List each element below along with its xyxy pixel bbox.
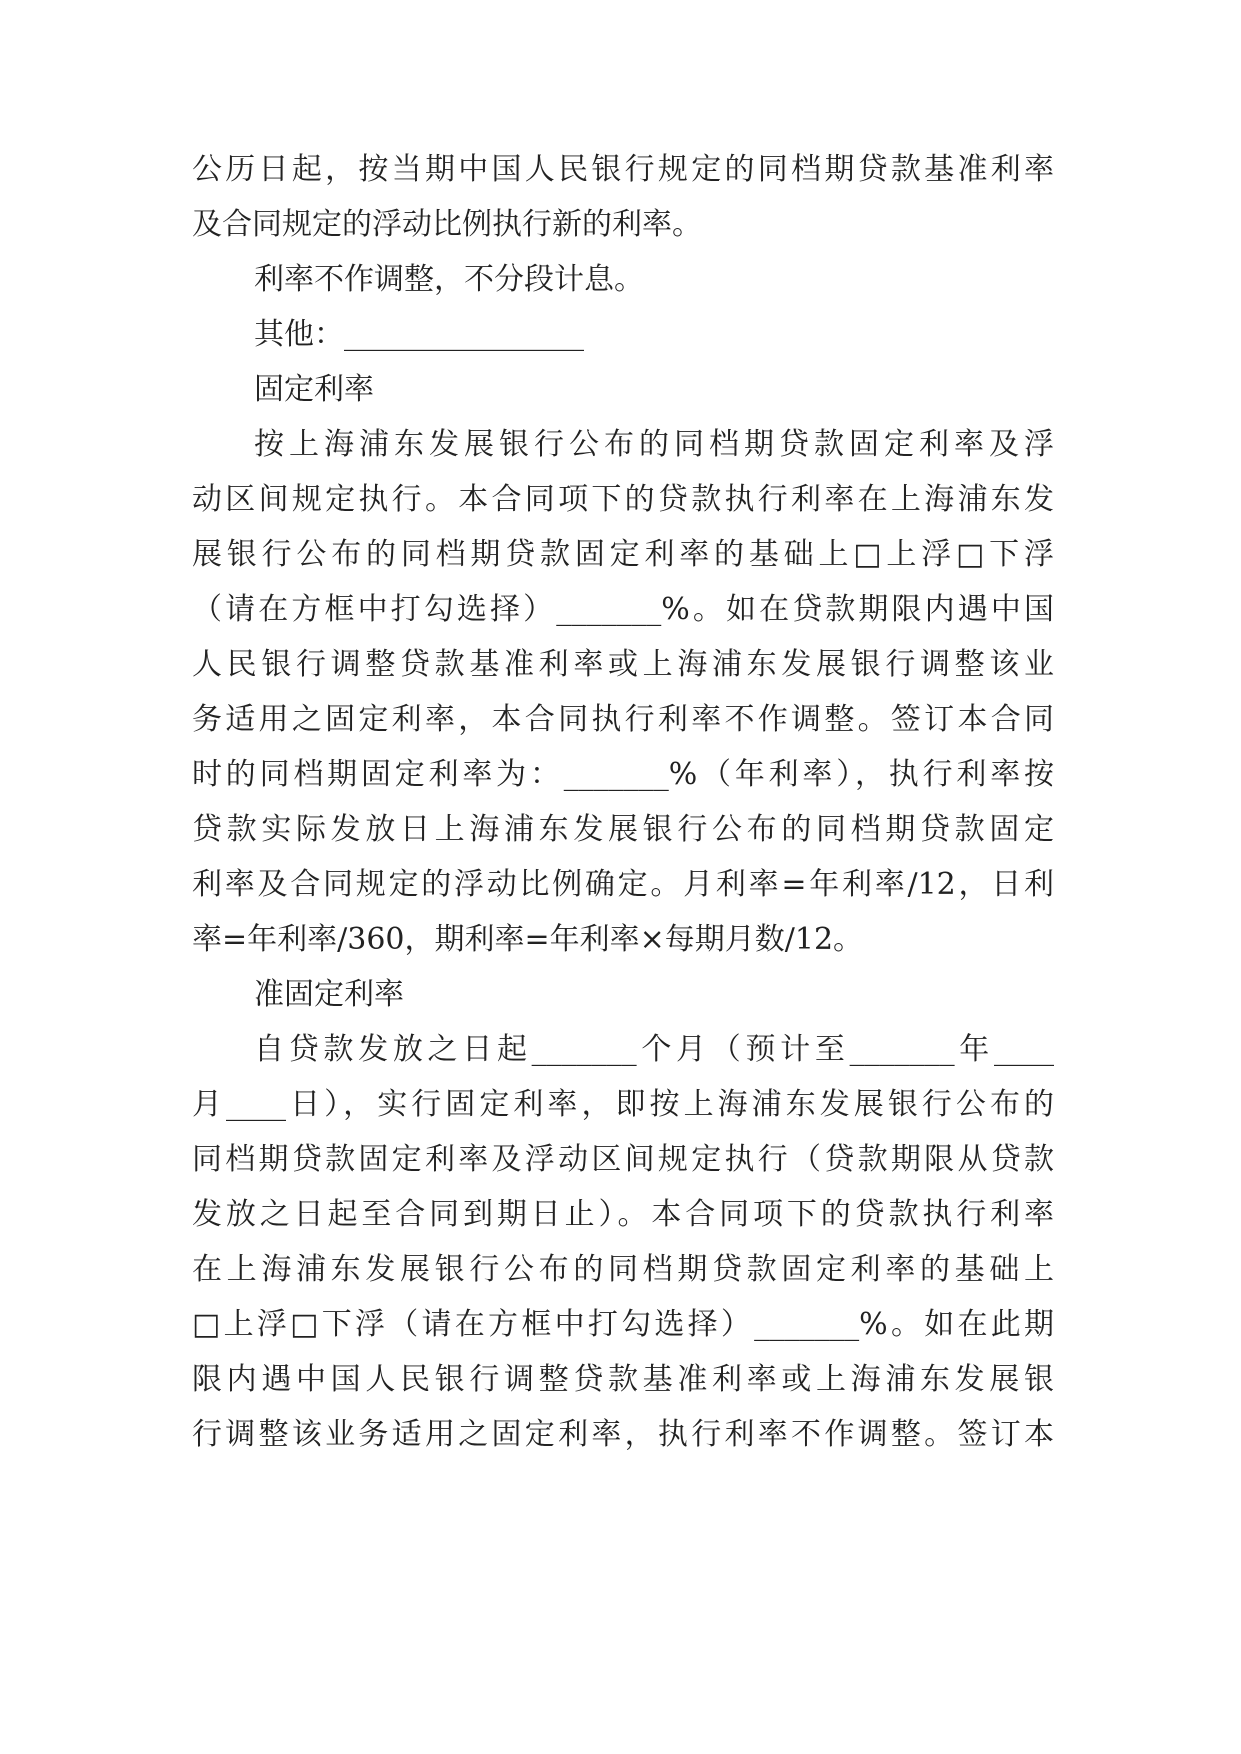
text-line: （请在方框中打勾选择）_______%。如在贷款期限内遇中国 [192,592,1054,627]
text-line: 发放之日起至合同到期日止）。本合同项下的贷款执行利率 [192,1197,1054,1232]
text-line: 务适用之固定利率，本合同执行利率不作调整。签订本合同 [192,702,1054,737]
text-line: 在上海浦东发展银行公布的同档期贷款固定利率的基础上 [192,1252,1054,1287]
text-line: 人民银行调整贷款基准利率或上海浦东发展银行调整该业 [192,647,1054,682]
text-line: 同档期贷款固定利率及浮动区间规定执行（贷款期限从贷款 [192,1142,1054,1177]
section-heading: 固定利率 [254,372,374,407]
text-line: 时的同档期固定利率为：_______%（年利率），执行利率按 [192,757,1054,792]
text-line: 限内遇中国人民银行调整贷款基准利率或上海浦东发展银 [192,1362,1054,1397]
text-line: 行调整该业务适用之固定利率，执行利率不作调整。签订本 [192,1417,1054,1452]
text-line: 公历日起，按当期中国人民银行规定的同档期贷款基准利率 [192,152,1054,187]
text-line: 自贷款发放之日起_______个月（预计至_______年____ [254,1032,1054,1067]
text-line: 及合同规定的浮动比例执行新的利率。 [192,207,702,242]
text-line: 其他：________________ [254,317,584,352]
text-line: 动区间规定执行。本合同项下的贷款执行利率在上海浦东发 [192,482,1054,517]
text-line: 率=年利率/360，期利率=年利率×每期月数/12。 [192,922,864,957]
text-line: 按上海浦东发展银行公布的同档期贷款固定利率及浮 [254,427,1054,462]
text-line: 利率及合同规定的浮动比例确定。月利率=年利率/12，日利 [192,867,1054,902]
text-line: □上浮□下浮（请在方框中打勾选择）_______%。如在此期 [192,1307,1054,1342]
section-heading: 准固定利率 [254,977,404,1012]
text-line: 贷款实际发放日上海浦东发展银行公布的同档期贷款固定 [192,812,1054,847]
text-line: 月____日），实行固定利率，即按上海浦东发展银行公布的 [192,1087,1054,1122]
text-line: 利率不作调整，不分段计息。 [254,262,644,297]
text-line: 展银行公布的同档期贷款固定利率的基础上□上浮□下浮 [192,537,1054,572]
